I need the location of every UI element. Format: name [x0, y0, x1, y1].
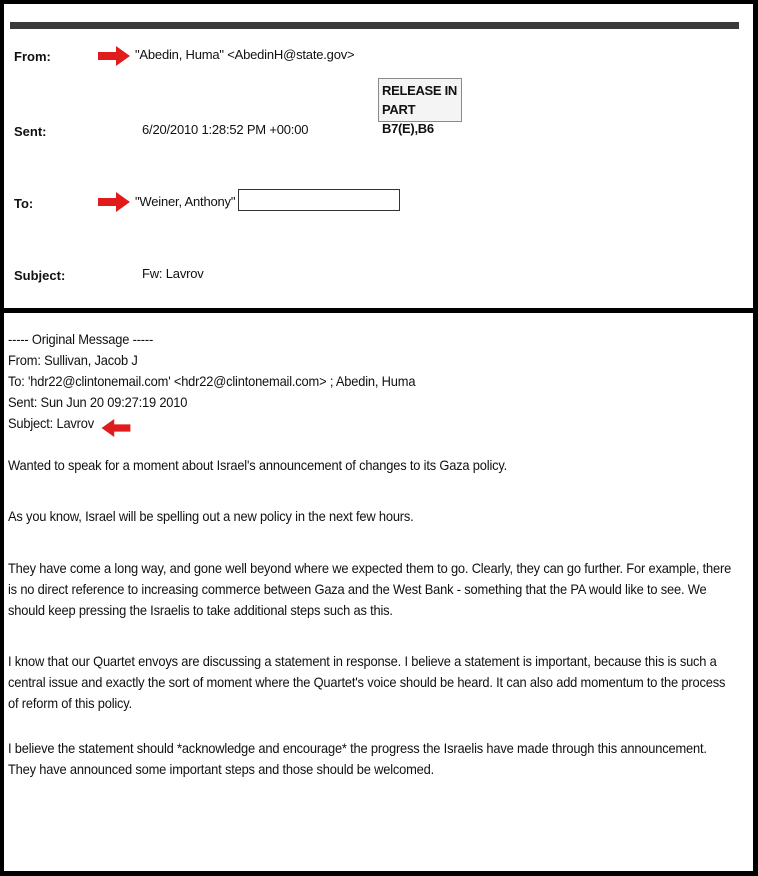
original-from: From: Sullivan, Jacob J — [8, 352, 138, 368]
email-body-panel — [4, 313, 753, 871]
body-paragraph-1: Wanted to speak for a moment about Israel's announcement of changes to its Gaza policy. — [8, 457, 508, 473]
body-paragraph-5: I believe the statement should *acknowledge and encourage* the progress the Israelis have made through this announcement. They have announced some important steps and those should be welcomed. — [8, 740, 707, 777]
from-label: From: — [14, 49, 51, 64]
sent-label: Sent: — [14, 124, 47, 139]
subject-value: Fw: Lavrov — [142, 266, 204, 281]
original-message-divider: ----- Original Message ----- — [8, 331, 154, 347]
body-paragraph-2: As you know, Israel will be spelling out a new policy in the next few hours. — [8, 508, 414, 524]
red-arrow-left-icon — [100, 419, 132, 437]
original-sent: Sent: Sun Jun 20 09:27:19 2010 — [8, 394, 188, 410]
stamp-line-1: RELEASE IN — [382, 83, 458, 98]
header-rule — [10, 22, 739, 29]
stamp-line-2: PART B7(E),B6 — [382, 102, 434, 136]
to-label: To: — [14, 196, 34, 211]
release-stamp — [378, 78, 462, 136]
from-value: "Abedin, Huma" <AbedinH@state.gov> — [135, 47, 355, 62]
original-to: To: 'hdr22@clintonemail.com' <hdr22@clintonemail.com> ; Abedin, Huma — [8, 373, 416, 389]
red-arrow-right-icon — [98, 46, 130, 66]
body-paragraph-3: They have come a long way, and gone well beyond where we expected them to go. Clearly, they can go further. For example, there is no direct reference to increasing commerce between Gaza and the West Bank - something that the PA would like to see. We should keep pressing the Israelis to take additional steps such as this. — [8, 560, 732, 618]
red-arrow-right-icon — [98, 192, 130, 212]
to-value: "Weiner, Anthony" — [135, 194, 236, 209]
sent-value: 6/20/2010 1:28:52 PM +00:00 — [142, 122, 309, 137]
redaction-box — [238, 189, 400, 211]
body-paragraph-4: I know that our Quartet envoys are discussing a statement in response. I believe a statement is important, because this is such a central issue and exactly the sort of moment where the Quartet's voice should be heard. It can also add momentum to the process of reform of this policy. — [8, 653, 726, 711]
email-header-panel — [4, 4, 753, 308]
original-subject: Subject: Lavrov — [8, 415, 95, 431]
subject-label: Subject: — [14, 268, 66, 283]
